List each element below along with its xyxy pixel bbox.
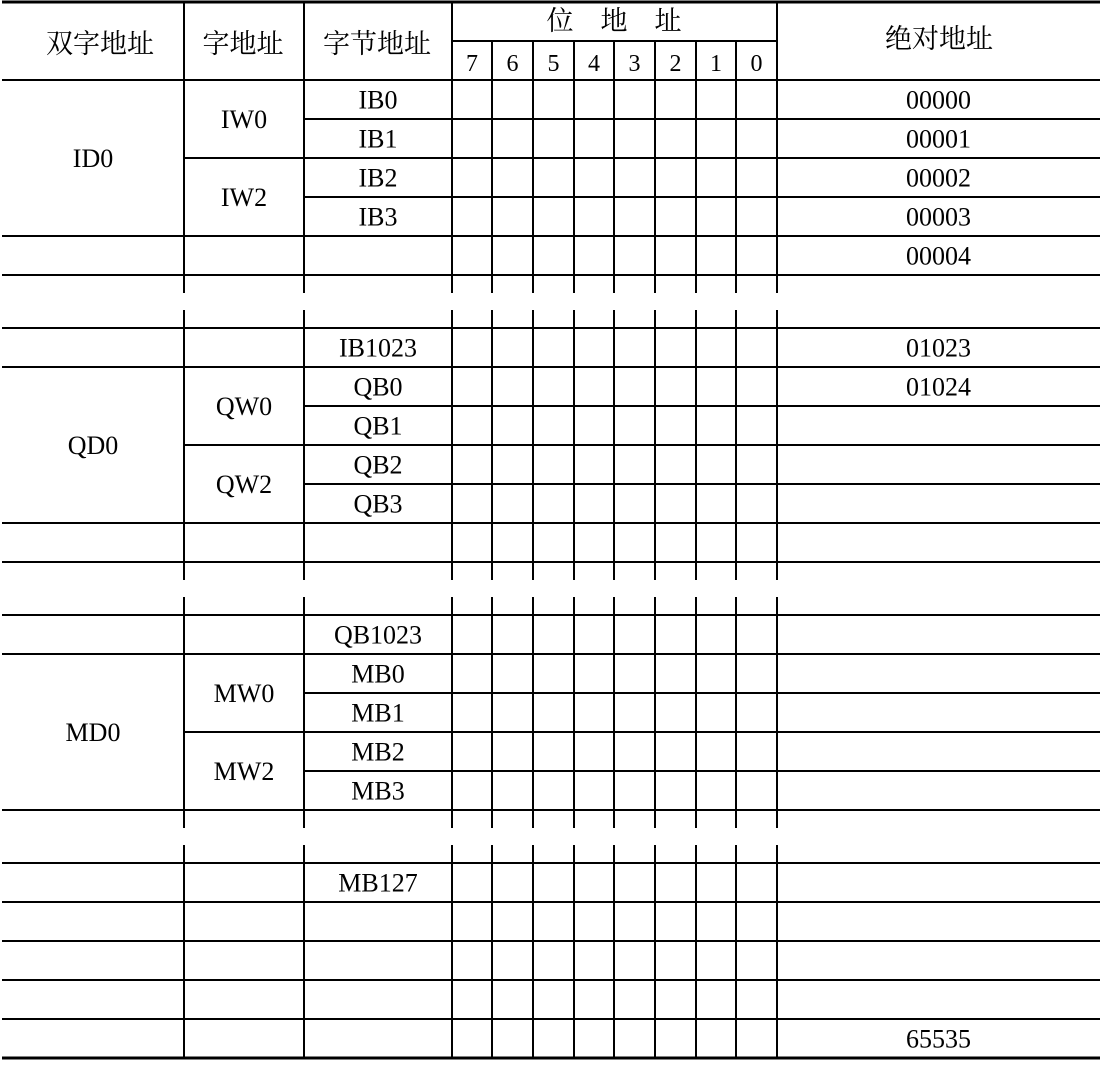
dword-address-cell: QD0 [67, 431, 119, 460]
byte-address-cell: QB3 [353, 489, 403, 519]
bit-header-4: 4 [588, 51, 600, 77]
byte-address-cell: MB2 [351, 737, 405, 767]
byte-address-cell: QB2 [353, 450, 403, 480]
table-grid [2, 2, 1100, 1058]
absolute-address-cell: 00004 [906, 241, 971, 271]
bit-header-5: 5 [547, 51, 560, 77]
table-body [66, 86, 971, 1054]
byte-address-cell: MB3 [351, 776, 405, 806]
bit-header-6: 6 [506, 51, 519, 77]
word-address-cell: IW0 [220, 105, 268, 134]
byte-address-cell: IB1 [358, 124, 398, 154]
bit-header-0: 0 [750, 51, 763, 77]
bit-header-1: 1 [710, 51, 722, 77]
byte-address-cell: QB1023 [333, 620, 423, 650]
byte-address-cell: IB3 [358, 202, 398, 232]
header-dword-address: 双字地址 [46, 29, 154, 59]
bit-header-3: 3 [628, 51, 641, 77]
absolute-address-cell: 00001 [906, 124, 971, 154]
byte-address-cell: QB1 [353, 411, 403, 441]
bit-header-2: 2 [669, 51, 682, 77]
bit-header-7: 7 [466, 51, 478, 77]
byte-address-cell: IB0 [358, 85, 398, 115]
header-word-address: 字地址 [202, 29, 284, 59]
byte-address-cell: IB2 [358, 163, 398, 193]
absolute-address-cell: 00003 [906, 202, 971, 232]
word-address-cell: MW0 [213, 679, 275, 708]
byte-address-cell: QB0 [353, 372, 403, 402]
header-bit-address: 位 地 址 [546, 6, 682, 36]
absolute-address-cell: 01023 [906, 333, 971, 363]
word-address-cell: IW2 [220, 183, 268, 212]
dword-address-cell: MD0 [65, 718, 121, 747]
dword-address-cell: ID0 [72, 144, 114, 173]
byte-address-cell: MB0 [351, 659, 405, 689]
absolute-address-cell: 65535 [906, 1024, 971, 1054]
byte-address-cell: IB1023 [339, 333, 417, 363]
absolute-address-cell: 00000 [906, 85, 971, 115]
word-address-cell: MW2 [213, 757, 275, 786]
absolute-address-cell: 00002 [906, 163, 971, 193]
absolute-address-cell: 01024 [906, 372, 971, 402]
word-address-cell: QW2 [215, 470, 273, 499]
word-address-cell: QW0 [215, 392, 273, 421]
header-absolute-address: 绝对地址 [885, 24, 993, 54]
byte-address-cell: MB1 [351, 698, 405, 728]
byte-address-cell: MB127 [338, 868, 418, 898]
header-byte-address: 字节地址 [323, 29, 431, 59]
